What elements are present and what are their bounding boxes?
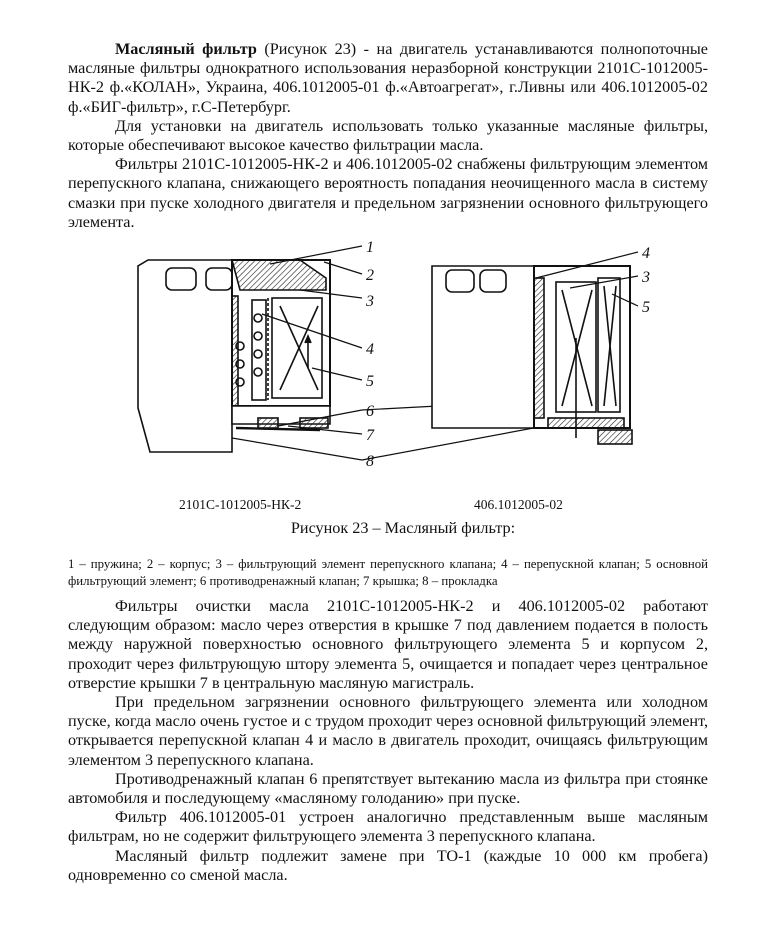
callout-right-4: 4 [642,245,650,263]
paragraph-bypass-valve: При предельном загрязнении основного фильтрующего элемента или холодном пуске, когда масло очень густое и с трудом проходит через основной фильтрующий элемент, открывается перепускной клапан 4 и масло в двигатель проходит, очищаясь фильтрующим элементом 3 перепускного клапана. [68,693,708,769]
left-filter-caption: 2101С-1012005-НК-2 [179,497,302,513]
callout-2: 2 [366,267,374,285]
paragraph-usage: Для установки на двигатель использовать только указанные масляные фильтры, которые обеспечивают высокое качество фильтрации масла. [68,116,708,155]
callout-right-3: 3 [642,269,650,287]
callout-7: 7 [366,427,374,445]
paragraph-operation: Фильтры очистки масла 2101С-1012005-НК-2 и 406.1012005-02 работают следующим образом: масло через отверстия в крышке 7 под давлением подается в полость между наружной поверхностью основного фильтрующего элемента 5 и корпусом 2, проходит через фильтрующую штору элемента 5, очищается и попадает через центральное отверстие крышки 7 в центральную масляную магистраль. [68,597,708,692]
paragraph-filter-01: Фильтр 406.1012005-01 устроен аналогично представленным выше масляным фильтрам, но не содержит фильтрующего элемента 3 перепускного клапана. [68,808,708,846]
right-filter-caption: 406.1012005-02 [474,497,563,513]
callout-6: 6 [366,403,374,421]
callout-1: 1 [366,239,374,257]
oil-filter-drawing [0,238,768,516]
callout-4: 4 [366,341,374,359]
figure-legend: 1 – пружина; 2 – корпус; 3 – фильтрующий элемент перепускного клапана; 4 – перепускной клапан; 5 основной фильтрующий элемент; 6 противодренажный клапан; 7 крышка; 8 – прокладка [68,557,708,589]
oil-filter-figure [68,238,708,516]
left-callout-numbers [365,239,375,470]
document-page [68,40,708,885]
term-oil-filter: Масляный фильтр [115,40,257,58]
paragraph-intro [68,40,708,117]
paragraph-antidrain: Противодренажный клапан 6 препятствует вытеканию масла из фильтра при стоянке автомобиля и последующему «масляному голоданию» при пуске. [68,769,708,808]
callout-8: 8 [366,453,374,471]
callout-right-5: 5 [642,299,650,317]
figure-title: Рисунок 23 – Масляный фильтр: [290,519,516,538]
left-filter-drawing [138,260,330,452]
intro-text: (Рисунок 23) - на двигатель устанавливаются полнопоточные масляные фильтры однократного использования неразборной конструкции 2101С-1012005-НК-2 ф.«КОЛАН», Украина, 406.1012005-01 ф.«Автоагрегат», г.Ливны или 406.1012005-02 ф.«БИГ-фильтр», г.С-Петербург. [68,40,708,116]
paragraph-replacement: Масляный фильтр подлежит замене при ТО-1 (каждые 10 000 км пробега) одновременно со сменой масла. [68,846,708,884]
operation-section [68,597,708,885]
callout-5: 5 [366,373,374,391]
callout-3: 3 [366,293,374,311]
right-callout-numbers [641,245,650,316]
right-filter-drawing [432,266,632,444]
paragraph-bypass: Фильтры 2101С-1012005-НК-2 и 406.1012005-02 снабжены фильтрующим элементом перепускного клапана, снижающего вероятность попадания неочищенного масла в систему смазки при пуске холодного двигателя и предельном загрязнении основного фильтрующего элемента. [68,155,708,231]
